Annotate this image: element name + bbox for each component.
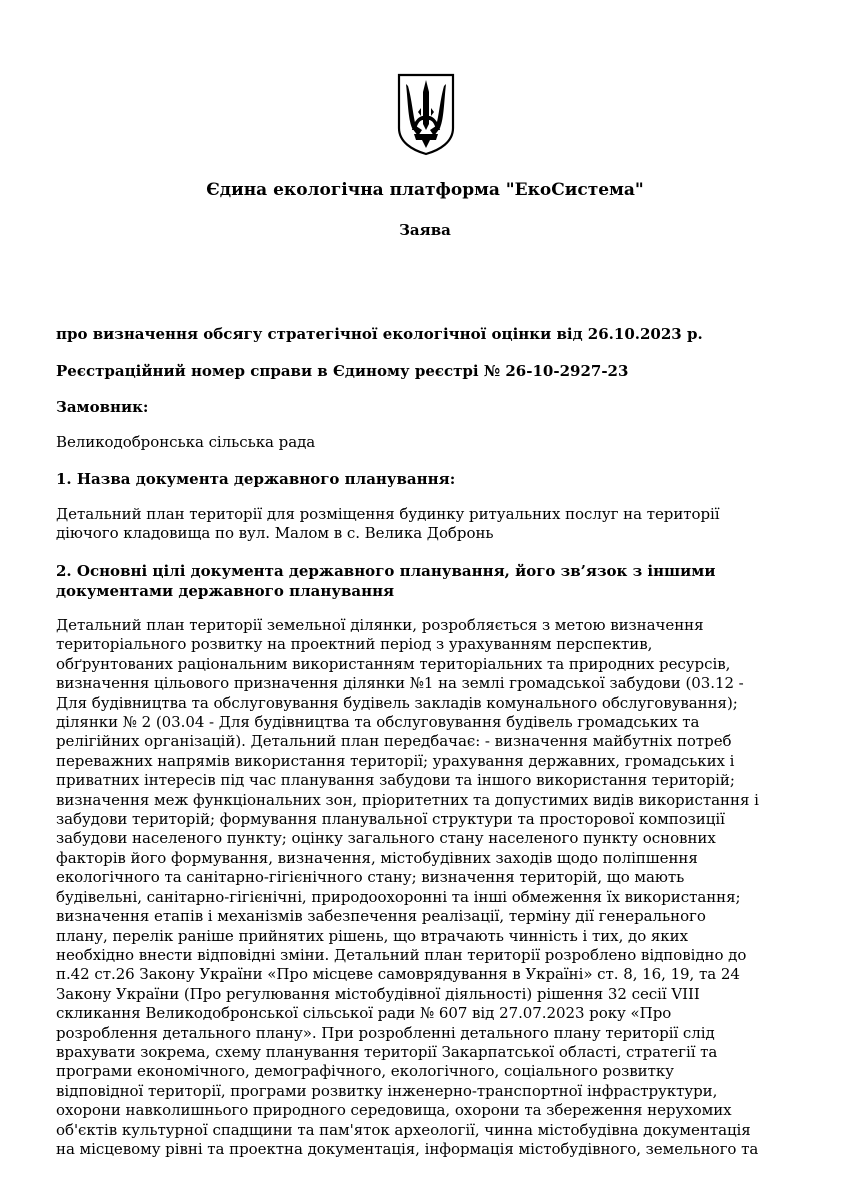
- section-2-line: визначення меж функціональних зон, пріоритетних та допустимих видів використання і: [56, 790, 759, 809]
- section-2-line: відповідної території, програми розвитку інженерно-транспортної інфраструктури,: [56, 1081, 718, 1100]
- section-2-line: ділянки № 2 (03.04 - Для будівництва та обслуговування будівель громадських та: [56, 713, 700, 732]
- section-2-line: переважних напрямів використання території; урахування державних, громадських і: [56, 751, 735, 770]
- customer-value: Великодобронська сільська рада: [56, 433, 316, 451]
- section-2-body: [56, 616, 801, 1159]
- section-2-line: забудови населеного пункту; оцінку загального стану населеного пункту основних: [56, 829, 716, 848]
- registration-number: Реєстраційний номер справи в Єдиному реєстрі № 26-10-2927-23: [56, 362, 629, 380]
- section-1-line: діючого кладовища по вул. Малом в с. Велика Добронь: [56, 524, 494, 543]
- section-2-line: Закону України (Про регулювання містобудівної діяльності) рішення 32 сесії VIII: [56, 984, 700, 1003]
- section-1-body: [56, 505, 801, 544]
- section-2-line: будівельні, санітарно-гігієнічні, природоохоронні та інші обмеження їх використання;: [56, 887, 741, 906]
- document-kind: Заява: [399, 221, 451, 239]
- section-2-line: факторів його формування, визначення, містобудівних заходів щодо поліпшення: [56, 848, 698, 867]
- section-2-line: Детальний план території земельної ділянки, розробляється з метою визначення: [56, 616, 704, 634]
- section-2-line: необхідно внести відповідні зміни. Детальний план території розроблено відповідно до: [56, 945, 747, 964]
- section-1-heading: 1. Назва документа державного планування:: [56, 470, 456, 488]
- section-2-line: визначення етапів і механізмів забезпечення реалізації, терміну дії генерального: [56, 907, 706, 926]
- section-2-line: приватних інтересів під час планування забудови та іншого використання територій;: [56, 771, 735, 790]
- section-2-line: екологічного та санітарно-гігієнічного стану; визначення територій, що мають: [56, 868, 685, 887]
- section-2-heading: [56, 561, 801, 601]
- application-subject: про визначення обсягу стратегічної екологічної оцінки від 26.10.2023 р.: [56, 325, 703, 343]
- section-2-line: врахувати зокрема, схему планування території Закарпатської області, стратегії та: [56, 1042, 718, 1061]
- section-2-line: розроблення детального плану». При розробленні детального плану території слід: [56, 1023, 715, 1042]
- section-2-heading-line: 2. Основні цілі документа державного планування, його зв’язок з іншими: [56, 562, 716, 580]
- tryzub-coat-of-arms-icon: [396, 72, 456, 156]
- section-2-line: програми економічного, демографічного, екологічного, соціального розвитку: [56, 1062, 674, 1081]
- section-2-heading-line: документами державного планування: [56, 582, 395, 600]
- section-2-line: забудови територій; формування планувальної структури та просторової композиції: [56, 810, 725, 829]
- section-2-line: релігійних організацій). Детальний план передбачає: - визначення майбутніх потреб: [56, 732, 732, 751]
- section-2-line: об'єктів культурної спадщини та пам'яток археології, чинна містобудівна документація: [56, 1120, 751, 1139]
- platform-title: Єдина екологічна платформа "ЕкоСистема": [206, 180, 644, 200]
- section-2-line: скликання Великодобронської сільської ради № 607 від 27.07.2023 року «Про: [56, 1004, 672, 1023]
- section-2-line: територіального розвитку на проектний період з урахуванням перспектив,: [56, 635, 653, 654]
- section-2-line: охорони навколишнього природного середовища, охорони та збереження нерухомих: [56, 1101, 732, 1120]
- section-2-line: визначення цільового призначення ділянки №1 на землі громадської забудови (03.12 -: [56, 674, 744, 693]
- section-2-line: п.42 ст.26 Закону України «Про місцеве самоврядування в Україні» ст. 8, 16, 19, та 24: [56, 965, 740, 984]
- section-2-line: Для будівництва та обслуговування будівель закладів комунального обслуговування);: [56, 693, 738, 712]
- customer-label: Замовник:: [56, 398, 149, 416]
- section-2-line: обґрунтованих раціональним використанням територіальних та природних ресурсів,: [56, 654, 731, 673]
- section-2-line: плану, перелік раніше прийнятих рішень, що втрачають чинність і тих, до яких: [56, 926, 688, 945]
- section-1-line: Детальний план території для розміщення будинку ритуальних послуг на території: [56, 505, 720, 523]
- section-2-line: на місцевому рівні та проектна документація, інформація містобудівного, земельного та: [56, 1139, 759, 1158]
